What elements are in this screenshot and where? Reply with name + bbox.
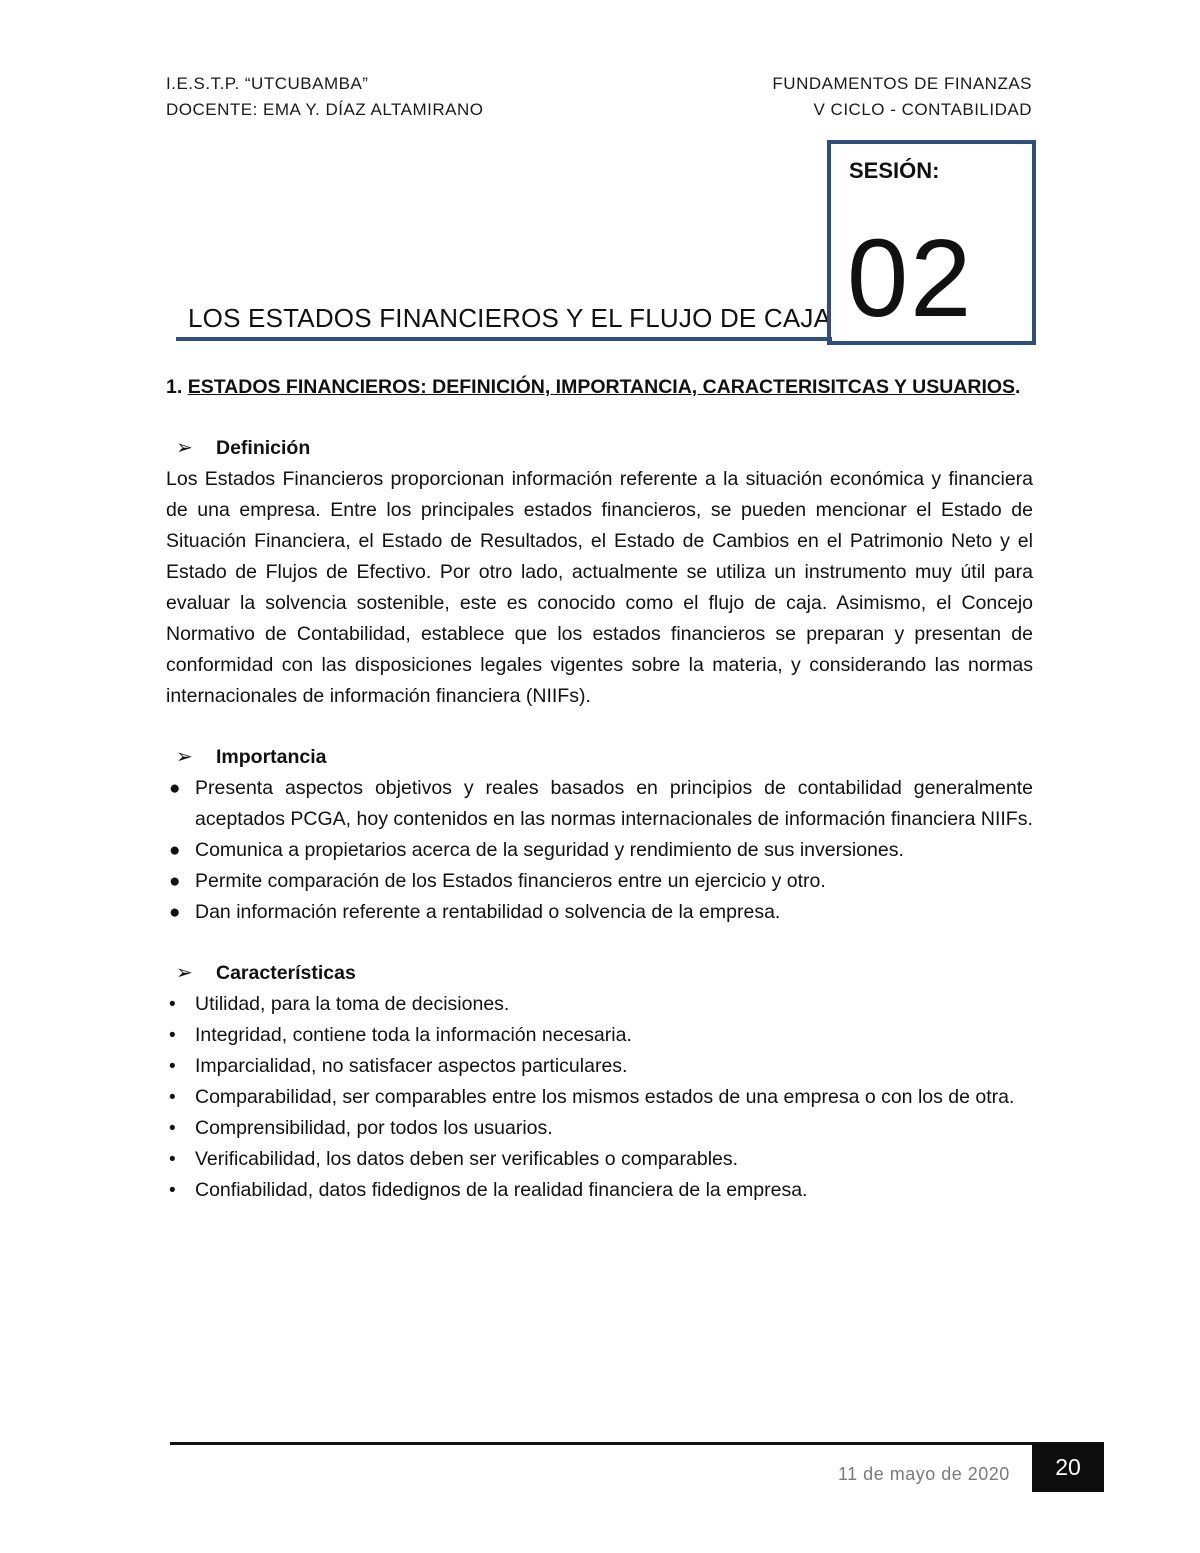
bullet-icon: •	[169, 1056, 176, 1077]
bullet-icon: •	[169, 1087, 176, 1108]
footer-divider	[170, 1442, 1048, 1445]
list-item: • Confiabilidad, datos fidedignos de la realidad financiera de la empresa.	[166, 1175, 1033, 1206]
section-heading-text: ESTADOS FINANCIEROS: DEFINICIÓN, IMPORTANCIA, CARACTERISITCAS Y USUARIOS	[187, 376, 1016, 398]
bullet-dot-icon: ●	[169, 840, 181, 861]
section-number: 1.	[166, 376, 183, 398]
bullet-icon: •	[169, 994, 176, 1015]
list-item: • Imparcialidad, no satisfacer aspectos particulares.	[166, 1051, 1033, 1082]
session-label: SESIÓN:	[849, 158, 940, 183]
subheading-definicion	[166, 433, 1033, 464]
document-title: LOS ESTADOS FINANCIEROS Y EL FLUJO DE CAJA	[188, 303, 832, 333]
bullet-icon: •	[169, 1149, 176, 1170]
list-item: ● Permite comparación de los Estados financieros entre un ejercicio y otro.	[166, 866, 1033, 897]
subheading-caracteristicas-text: Características	[216, 962, 356, 984]
subheading-importancia-text: Importancia	[216, 746, 327, 768]
institution-name: I.E.S.T.P. “UTCUBAMBA”	[166, 74, 369, 93]
teacher-name: DOCENTE: EMA Y. DÍAZ ALTAMIRANO	[166, 100, 484, 119]
arrow-bullet-icon: ➢	[176, 437, 193, 459]
list-item: • Integridad, contiene toda la información necesaria.	[166, 1020, 1033, 1051]
definicion-paragraph: Los Estados Financieros proporcionan información referente a la situación económica y financiera de una empresa. Entre los principales estados financieros, se pueden mencionar el Estado de Situación Financiera, el Estado de Resultados, el Estado de Cambios en el Patrimonio Neto y el Estado de Flujos de Efectivo. Por otro lado, actualmente se utiliza un instrumento muy útil para evaluar la solvencia sostenible, este es conocido como el flujo de caja. Asimismo, el Concejo Normativo de Contabilidad, establece que los estados financieros se preparan y presentan de conformidad con las disposiciones legales vigentes sobre la materia, y considerando las normas internacionales de información financiera (NIIFs).	[166, 468, 1033, 707]
title-underline	[176, 337, 832, 341]
list-item: ● Dan información referente a rentabilidad o solvencia de la empresa.	[166, 897, 1033, 928]
list-item: ● Presenta aspectos objetivos y reales basados en principios de contabilidad generalmente aceptados PCGA, hoy contenidos en las normas internacionales de información financiera NIIFs.	[166, 773, 1033, 835]
session-number: 02	[847, 217, 974, 340]
list-item: • Utilidad, para la toma de decisiones.	[166, 989, 1033, 1020]
page-number-box	[1032, 1442, 1104, 1492]
document-body	[166, 372, 1033, 1206]
section-heading	[166, 372, 1033, 403]
arrow-bullet-icon: ➢	[176, 962, 193, 984]
bullet-dot-icon: ●	[169, 902, 181, 923]
list-item: • Verificabilidad, los datos deben ser verificables o comparables.	[166, 1144, 1033, 1175]
section-period: .	[1015, 376, 1021, 398]
page-number: 20	[1055, 1454, 1081, 1480]
list-item: ● Comunica a propietarios acerca de la seguridad y rendimiento de sus inversiones.	[166, 835, 1033, 866]
subheading-importancia	[166, 742, 1033, 773]
bullet-dot-icon: ●	[169, 778, 181, 799]
bullet-icon: •	[169, 1118, 176, 1139]
caracteristicas-list	[166, 989, 1033, 1206]
bullet-icon: •	[169, 1025, 176, 1046]
list-item: • Comparabilidad, ser comparables entre los mismos estados de una empresa o con los de otra.	[166, 1082, 1033, 1113]
arrow-bullet-icon: ➢	[176, 746, 193, 768]
bullet-dot-icon: ●	[169, 871, 181, 892]
footer-date: 11 de mayo de 2020	[838, 1464, 1010, 1484]
session-box	[827, 140, 1036, 345]
cycle-name: V CICLO - CONTABILIDAD	[813, 100, 1032, 119]
subheading-caracteristicas	[166, 958, 1033, 989]
importancia-list	[166, 773, 1033, 928]
course-name: FUNDAMENTOS DE FINANZAS	[772, 74, 1032, 93]
subheading-definicion-text: Definición	[216, 437, 311, 459]
list-item: • Comprensibilidad, por todos los usuarios.	[166, 1113, 1033, 1144]
bullet-icon: •	[169, 1180, 176, 1201]
